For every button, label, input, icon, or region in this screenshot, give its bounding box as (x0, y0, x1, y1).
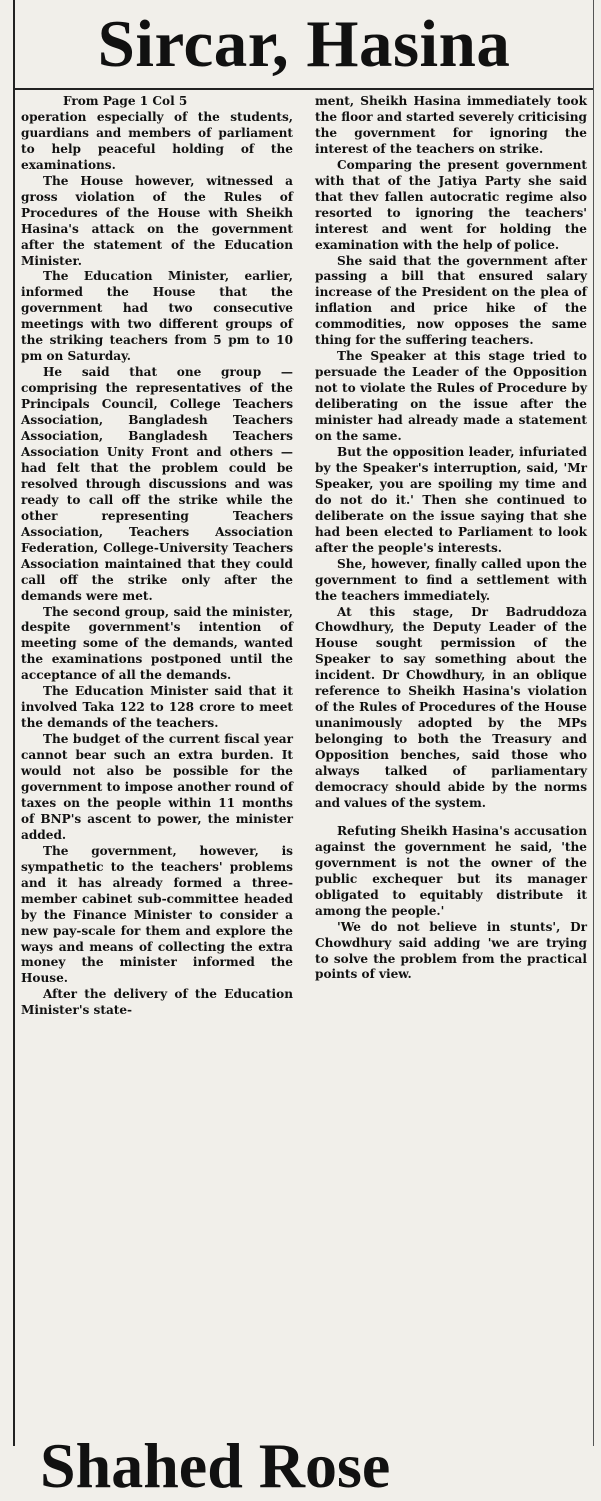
paragraph: He said that one group — comprising the representatives of the Principals Council, College Teachers Association, Bangladesh Teachers Association, Bangladesh Teachers Association Unity Front and others — had felt that the problem could be resolved through discussions and was ready to call off the strike while the other representing Teachers Association, Teachers Association Federation, College-University Teachers Association maintained that they could call off the strike only after the demands were met. (21, 365, 293, 603)
paragraph: She, however, finally called upon the government to find a settlement with the teachers immediately. (315, 556, 587, 603)
article-body (21, 94, 587, 1438)
paragraph: Comparing the present government with that of the Jatiya Party she said that thev fallen autocratic regime also resorted to ignoring the teachers' interest and went for holding the examination with the help of police. (315, 157, 587, 252)
left-column (21, 94, 293, 1438)
paragraph: ment, Sheikh Hasina immediately took the floor and started severely criticising the government for ignoring the interest of the teachers on strike. (315, 94, 587, 156)
paragraph: operation especially of the students, guardians and members of parliament to help peaceful holding of the examinations. (21, 109, 293, 172)
headline-rule (15, 88, 593, 90)
article-headline: Sircar, Hasina (97, 7, 511, 81)
paragraph: She said that the government after passing a bill that ensured salary increase of the President on the plea of inflation and price hike of the commodities, now opposes the same thing for the suffering teachers. (315, 253, 587, 348)
paragraph: The second group, said the minister, despite government's intention of meeting some of the demands, wanted the examinations postponed until the acceptance of all the demands. (21, 604, 293, 683)
paragraph: Refuting Sheikh Hasina's accusation against the government he said, 'the government is not the owner of the public exchequer but its manager obligated to equitably distribute it among the people.' (315, 823, 587, 918)
paragraph: The Education Minister, earlier, informed the House that the government had two consecutive meetings with two different groups of the striking teachers from 5 pm to 10 pm on Saturday. (21, 269, 293, 364)
right-column (315, 94, 587, 1438)
paragraph: But the opposition leader, infuriated by the Speaker's interruption, said, 'Mr Speaker, you are spoiling my time and do not do it.' Then she continued to deliberate on the issue saying that she had been elected to Parliament to look after the people's interests. (315, 444, 587, 555)
paragraph: After the delivery of the Education Minister's state- (21, 987, 293, 1018)
paragraph: The Speaker at this stage tried to persuade the Leader of the Opposition not to violate the Rules of Procedure by deliberating on the issue after the minister had already made a statement on the same. (315, 349, 587, 444)
clipping-frame (13, 0, 594, 1446)
paragraph: The House however, witnessed a gross violation of the Rules of Procedures of the House with Sheikh Hasina's attack on the government after the statement of the Education Minister. (21, 173, 293, 268)
paragraph: The budget of the current fiscal year cannot bear such an extra burden. It would not also be possible for the government to impose another round of taxes on the people within 11 months of BNP's ascent to power, the minister added. (21, 732, 293, 842)
paragraph: 'We do not believe in stunts', Dr Chowdhury said adding 'we are trying to solve the problem from the practical points of view. (315, 919, 587, 982)
paragraph: At this stage, Dr Badruddoza Chowdhury, the Deputy Leader of the House sought permission of the Speaker to say something about the incident. Dr Chowdhury, in an oblique reference to Sheikh Hasina's violation of the Rules of Procedures of the House unanimously adopted by the MPs belonging to both the Treasury and Opposition benches, said those who always talked of parliamentary democracy should abide by the norms and values of the system. (315, 604, 587, 810)
next-headline-text: Shahed Rose (40, 1430, 391, 1501)
paragraph: The government, however, is sympathetic to the teachers' problems and it has already formed a three-member cabinet sub-committee headed by the Finance Minister to consider a new pay-scale for them and explore the ways and means of collecting the extra money the minister informed the House. (21, 843, 293, 986)
paragraph: The Education Minister said that it involved Taka 122 to 128 crore to meet the demands of the teachers. (21, 684, 293, 731)
next-article-headline (40, 1430, 580, 1501)
jump-line: From Page 1 Col 5 (63, 94, 188, 108)
